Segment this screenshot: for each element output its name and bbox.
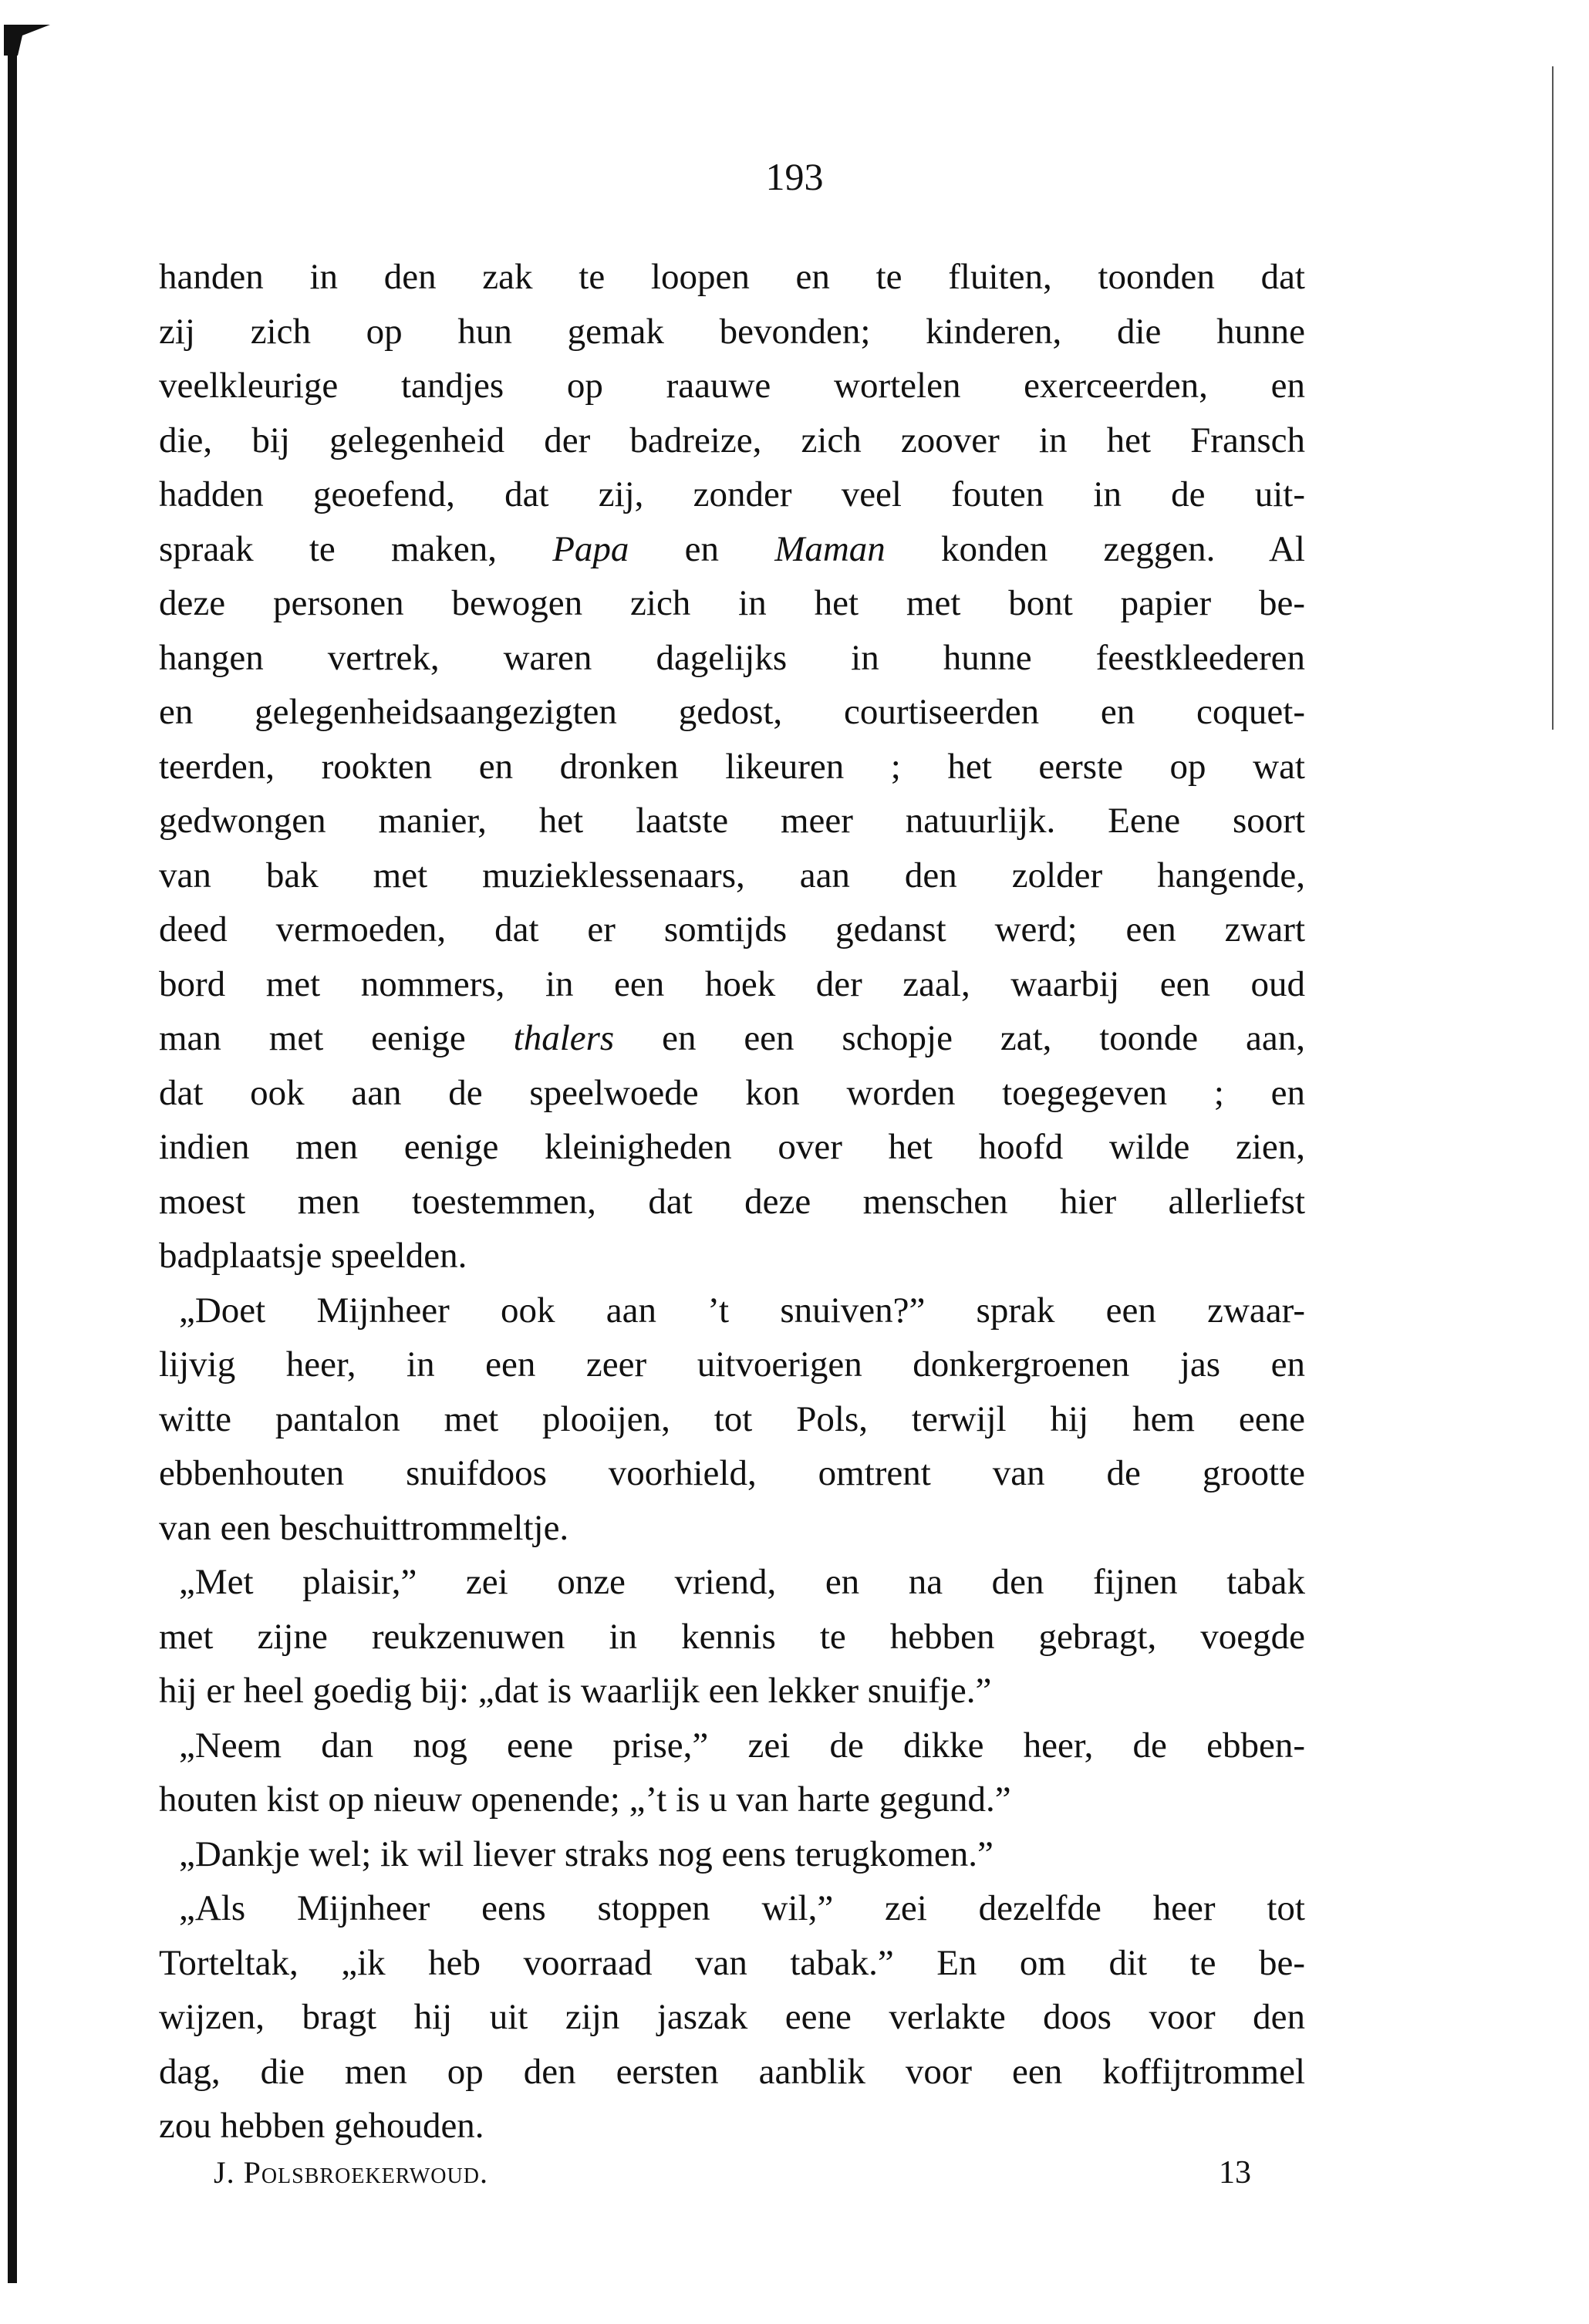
text-line: [159, 2045, 1305, 2100]
text-segment: indien men eenige kleinigheden over het hoofd wilde zien,: [159, 1127, 1305, 1167]
text-line: [159, 631, 1305, 686]
text-segment: ebbenhouten snuifdoos voorhield, omtrent van de grootte: [159, 1453, 1305, 1493]
text-segment: Torteltak, „ik heb voorraad van tabak.” En om dit te be-: [159, 1942, 1305, 1983]
text-segment: konden zeggen. Al: [885, 528, 1305, 569]
text-segment: lijvig heer, in een zeer uitvoerigen donkergroenen jas en: [159, 1344, 1305, 1385]
text-line: [159, 522, 1305, 577]
text-segment: van bak met muzieklessenaars, aan den zolder hangende,: [159, 855, 1305, 896]
italic-text: Papa: [552, 528, 629, 569]
sheet-number: 13: [1219, 2155, 1251, 2191]
text-line: [159, 305, 1305, 359]
signature-mark: [214, 2154, 488, 2191]
text-segment: zij zich op hun gemak bevonden; kinderen, die hunne: [159, 311, 1305, 352]
text-line: [159, 1392, 1305, 1447]
text-segment: moest men toestemmen, dat deze menschen hier allerliefst: [159, 1181, 1305, 1222]
text-segment: handen in den zak te loopen en te fluiten, toonden dat: [159, 257, 1305, 297]
text-segment: deze personen bewogen zich in het met bont papier be-: [159, 583, 1305, 623]
text-line: [159, 1229, 1305, 1283]
text-segment: met zijne reukzenuwen in kennis te hebben gebragt, voegde: [159, 1616, 1305, 1657]
text-line: [159, 413, 1305, 468]
text-segment: zou hebben gehouden.: [159, 2106, 484, 2146]
body-text: [159, 250, 1305, 2154]
text-line: [159, 957, 1305, 1012]
text-line: [159, 1936, 1305, 1991]
text-segment: dat ook aan de speelwoede kon worden toegegeven ; en: [159, 1072, 1305, 1113]
text-line: [159, 1446, 1305, 1501]
text-line: [159, 848, 1305, 903]
text-segment: „Met plaisir,” zei onze vriend, en na den fijnen tabak: [179, 1562, 1305, 1602]
text-line: [159, 685, 1305, 740]
signature-name: Polsbroekerwoud.: [243, 2155, 488, 2190]
text-segment: en: [629, 528, 775, 569]
text-line: [159, 359, 1305, 413]
text-segment: teerden, rookten en dronken likeuren ; het eerste op wat: [159, 746, 1305, 787]
text-line: [159, 576, 1305, 631]
page-number: 193: [765, 155, 824, 198]
text-line: [159, 1990, 1305, 2045]
text-segment: die, bij gelegenheid der badreize, zich zoover in het Fransch: [159, 420, 1305, 460]
text-segment: hangen vertrek, waren dagelijks in hunne feestkleederen: [159, 637, 1305, 678]
text-line: [159, 1011, 1305, 1066]
text-segment: „Neem dan nog eene prise,” zei de dikke heer, de ebben-: [179, 1725, 1305, 1766]
text-line: [159, 1610, 1305, 1665]
page-edge-shadow: [8, 31, 17, 2283]
italic-text: Maman: [774, 528, 886, 569]
text-line: [159, 467, 1305, 522]
text-segment: „Dankje wel; ik wil liever straks nog eens terugkomen.”: [179, 1833, 994, 1874]
text-segment: spraak te maken,: [159, 528, 553, 569]
text-segment: gedwongen manier, het laatste meer natuurlijk. Eene soort: [159, 801, 1305, 841]
text-line: [159, 794, 1305, 848]
text-segment: bord met nommers, in een hoek der zaal, waarbij een oud: [159, 963, 1305, 1004]
text-segment: deed vermoeden, dat er somtijds gedanst werd; een zwart: [159, 909, 1305, 950]
text-segment: wijzen, bragt hij uit zijn jaszak eene verlakte doos voor den: [159, 1997, 1305, 2037]
text-line: [159, 1501, 1305, 1556]
text-line: [159, 1827, 1305, 1882]
text-segment: houten kist op nieuw openende; „’t is u van harte gegund.”: [159, 1779, 1011, 1820]
text-segment: veelkleurige tandjes op raauwe wortelen exerceerden, en: [159, 366, 1305, 406]
text-line: [159, 250, 1305, 305]
text-line: [159, 1066, 1305, 1121]
text-segment: „Doet Mijnheer ook aan ’t snuiven?” sprak een zwaar-: [179, 1290, 1305, 1331]
text-line: [159, 2099, 1305, 2154]
text-line: [159, 1719, 1305, 1773]
text-segment: „Als Mijnheer eens stoppen wil,” zei dezelfde heer tot: [179, 1888, 1305, 1928]
text-segment: hadden geoefend, dat zij, zonder veel fouten in de uit-: [159, 474, 1305, 514]
text-line: [159, 1283, 1305, 1338]
text-segment: witte pantalon met plooijen, tot Pols, terwijl hij hem eene: [159, 1398, 1305, 1439]
text-segment: man met eenige: [159, 1018, 514, 1058]
text-segment: en gelegenheidsaangezigten gedost, courtiseerden en coquet-: [159, 692, 1305, 732]
text-segment: hij er heel goedig bij: „dat is waarlijk een lekker snuifje.”: [159, 1671, 992, 1711]
text-line: [159, 1664, 1305, 1719]
text-line: [159, 1773, 1305, 1827]
text-line: [159, 1120, 1305, 1175]
text-segment: en een schopje zat, toonde aan,: [614, 1018, 1306, 1058]
text-line: [159, 902, 1305, 957]
italic-text: thalers: [513, 1018, 615, 1058]
text-line: [159, 740, 1305, 794]
text-segment: van een beschuittrommeltje.: [159, 1507, 569, 1548]
text-line: [159, 1337, 1305, 1392]
text-line: [159, 1175, 1305, 1229]
text-line: [159, 1881, 1305, 1936]
text-line: [159, 1555, 1305, 1610]
signature-initial: J.: [214, 2155, 244, 2190]
text-segment: dag, die men op den eersten aanblik voor een koffijtrommel: [159, 2051, 1305, 2092]
text-segment: badplaatsje speelden.: [159, 1236, 467, 1276]
